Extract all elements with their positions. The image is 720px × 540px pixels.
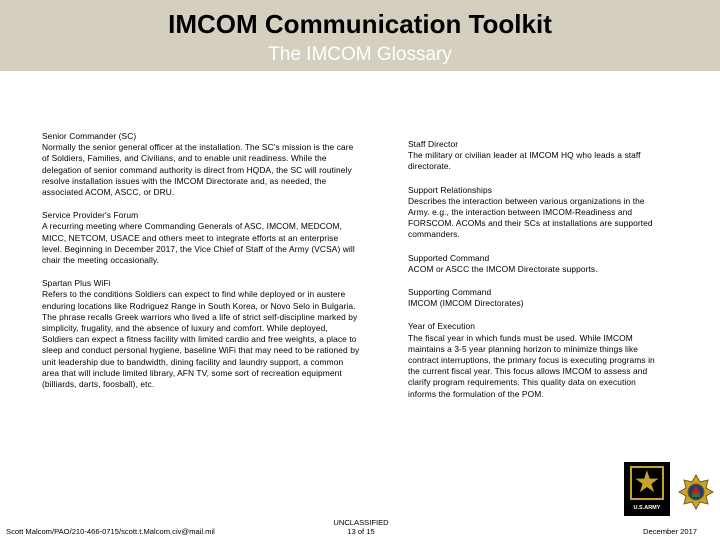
- footer-date: December 2017: [643, 527, 698, 536]
- glossary-entry: [42, 278, 360, 390]
- glossary-right-column: [408, 139, 666, 412]
- glossary-definition: Refers to the conditions Soldiers can expect to find while deployed or in austere enduring locations like Rodriguez Range in South Korea, or Novo Selo in Bulgaria. The phrase recalls Greek warriors who lived a life of strict self-discipline marked by simplicity, frugality, and the absence of luxury and comfort. While deployed, Soldiers can expect a fitness facility with limited cardio and free weights, a place to sleep and conduct personal hygiene, baseline WiFi that may need to be rationed by unit leadership due to bandwidth, dining facility and laundry support, a common area that will include limited library, AFN TV, some sort of recreation equipment (billiards, darts, foosball), etc.: [42, 289, 360, 390]
- page-number: 13 of 15: [347, 527, 375, 536]
- page-subtitle: The IMCOM Glossary: [268, 44, 452, 65]
- us-army-logo: [624, 462, 670, 516]
- army-star-icon: ★: [630, 466, 664, 500]
- glossary-entry: [408, 321, 666, 399]
- glossary-term: Service Provider's Forum: [42, 210, 139, 221]
- glossary-definition: Describes the interaction between various organizations in the Army. e.g., the interaction between IMCOM-Readiness and FORSCOM. ACOMs and their SCs at installations are supported commanders.: [408, 195, 653, 240]
- page-title: IMCOM Communication Toolkit: [168, 9, 552, 39]
- glossary-left-column: [42, 131, 360, 402]
- glossary-definition: The fiscal year in which funds must be used. While IMCOM maintains a 3-5 year planning horizon to minimize things like contract interruptions, the primary focus is executing programs in the current fiscal year. This focus allows IMCOM to assess and clarify program requirements. This quality data on execution informs the formulation of the POM.: [408, 332, 655, 399]
- army-logo-text: U.S.ARMY: [633, 505, 661, 511]
- glossary-term: Staff Director: [408, 139, 459, 149]
- glossary-definition: IMCOM (IMCOM Directorates): [408, 298, 524, 309]
- imcom-insignia-icon: [676, 472, 716, 512]
- footer-center: [311, 518, 411, 536]
- glossary-entry: [408, 287, 666, 309]
- glossary-definition: The military or civilian leader at IMCOM HQ who leads a staff directorate.: [408, 150, 641, 172]
- footer-contact: Scott Malcom/PAO/210-466-0715/scott.t.Malcom.civ@mail.mil: [6, 527, 215, 536]
- glossary-entry: [42, 131, 360, 198]
- glossary-definition: A recurring meeting where Commanding Generals of ASC, IMCOM, MEDCOM, MICC, NETCOM, USACE and others meet to integrate efforts at an enterprise level. Beginning in December 2017, the Vice Chief of Staff of the Army (VCSA) will chair the meeting occasionally.: [42, 221, 355, 266]
- glossary-definition: ACOM or ASCC the IMCOM Directorate supports.: [408, 263, 598, 274]
- glossary-term: Year of Execution: [408, 321, 476, 332]
- glossary-term: Supported Command: [408, 252, 490, 263]
- classification-label: UNCLASSIFIED: [333, 518, 389, 527]
- glossary-entry: [408, 185, 666, 241]
- glossary-entry: [42, 210, 360, 266]
- glossary-term: Supporting Command: [408, 287, 492, 298]
- glossary-term: Senior Commander (SC): [42, 131, 137, 141]
- glossary-entry: [408, 253, 666, 275]
- glossary-entry: [408, 139, 666, 173]
- glossary-definition: Normally the senior general officer at the installation. The SC's mission is the care of Soldiers, Families, and Civilians, and to enable unit readiness. While the delegation of senior command authority is direct from HQDA, the SC will routinely resolve installation issues with the IMCOM Directorate and, as needed, the associated ACOM, ASCC, or DRU.: [42, 142, 354, 198]
- glossary-term: Support Relationships: [408, 184, 493, 195]
- glossary-term: Spartan Plus WiFi: [42, 278, 111, 289]
- header-banner: [0, 0, 720, 71]
